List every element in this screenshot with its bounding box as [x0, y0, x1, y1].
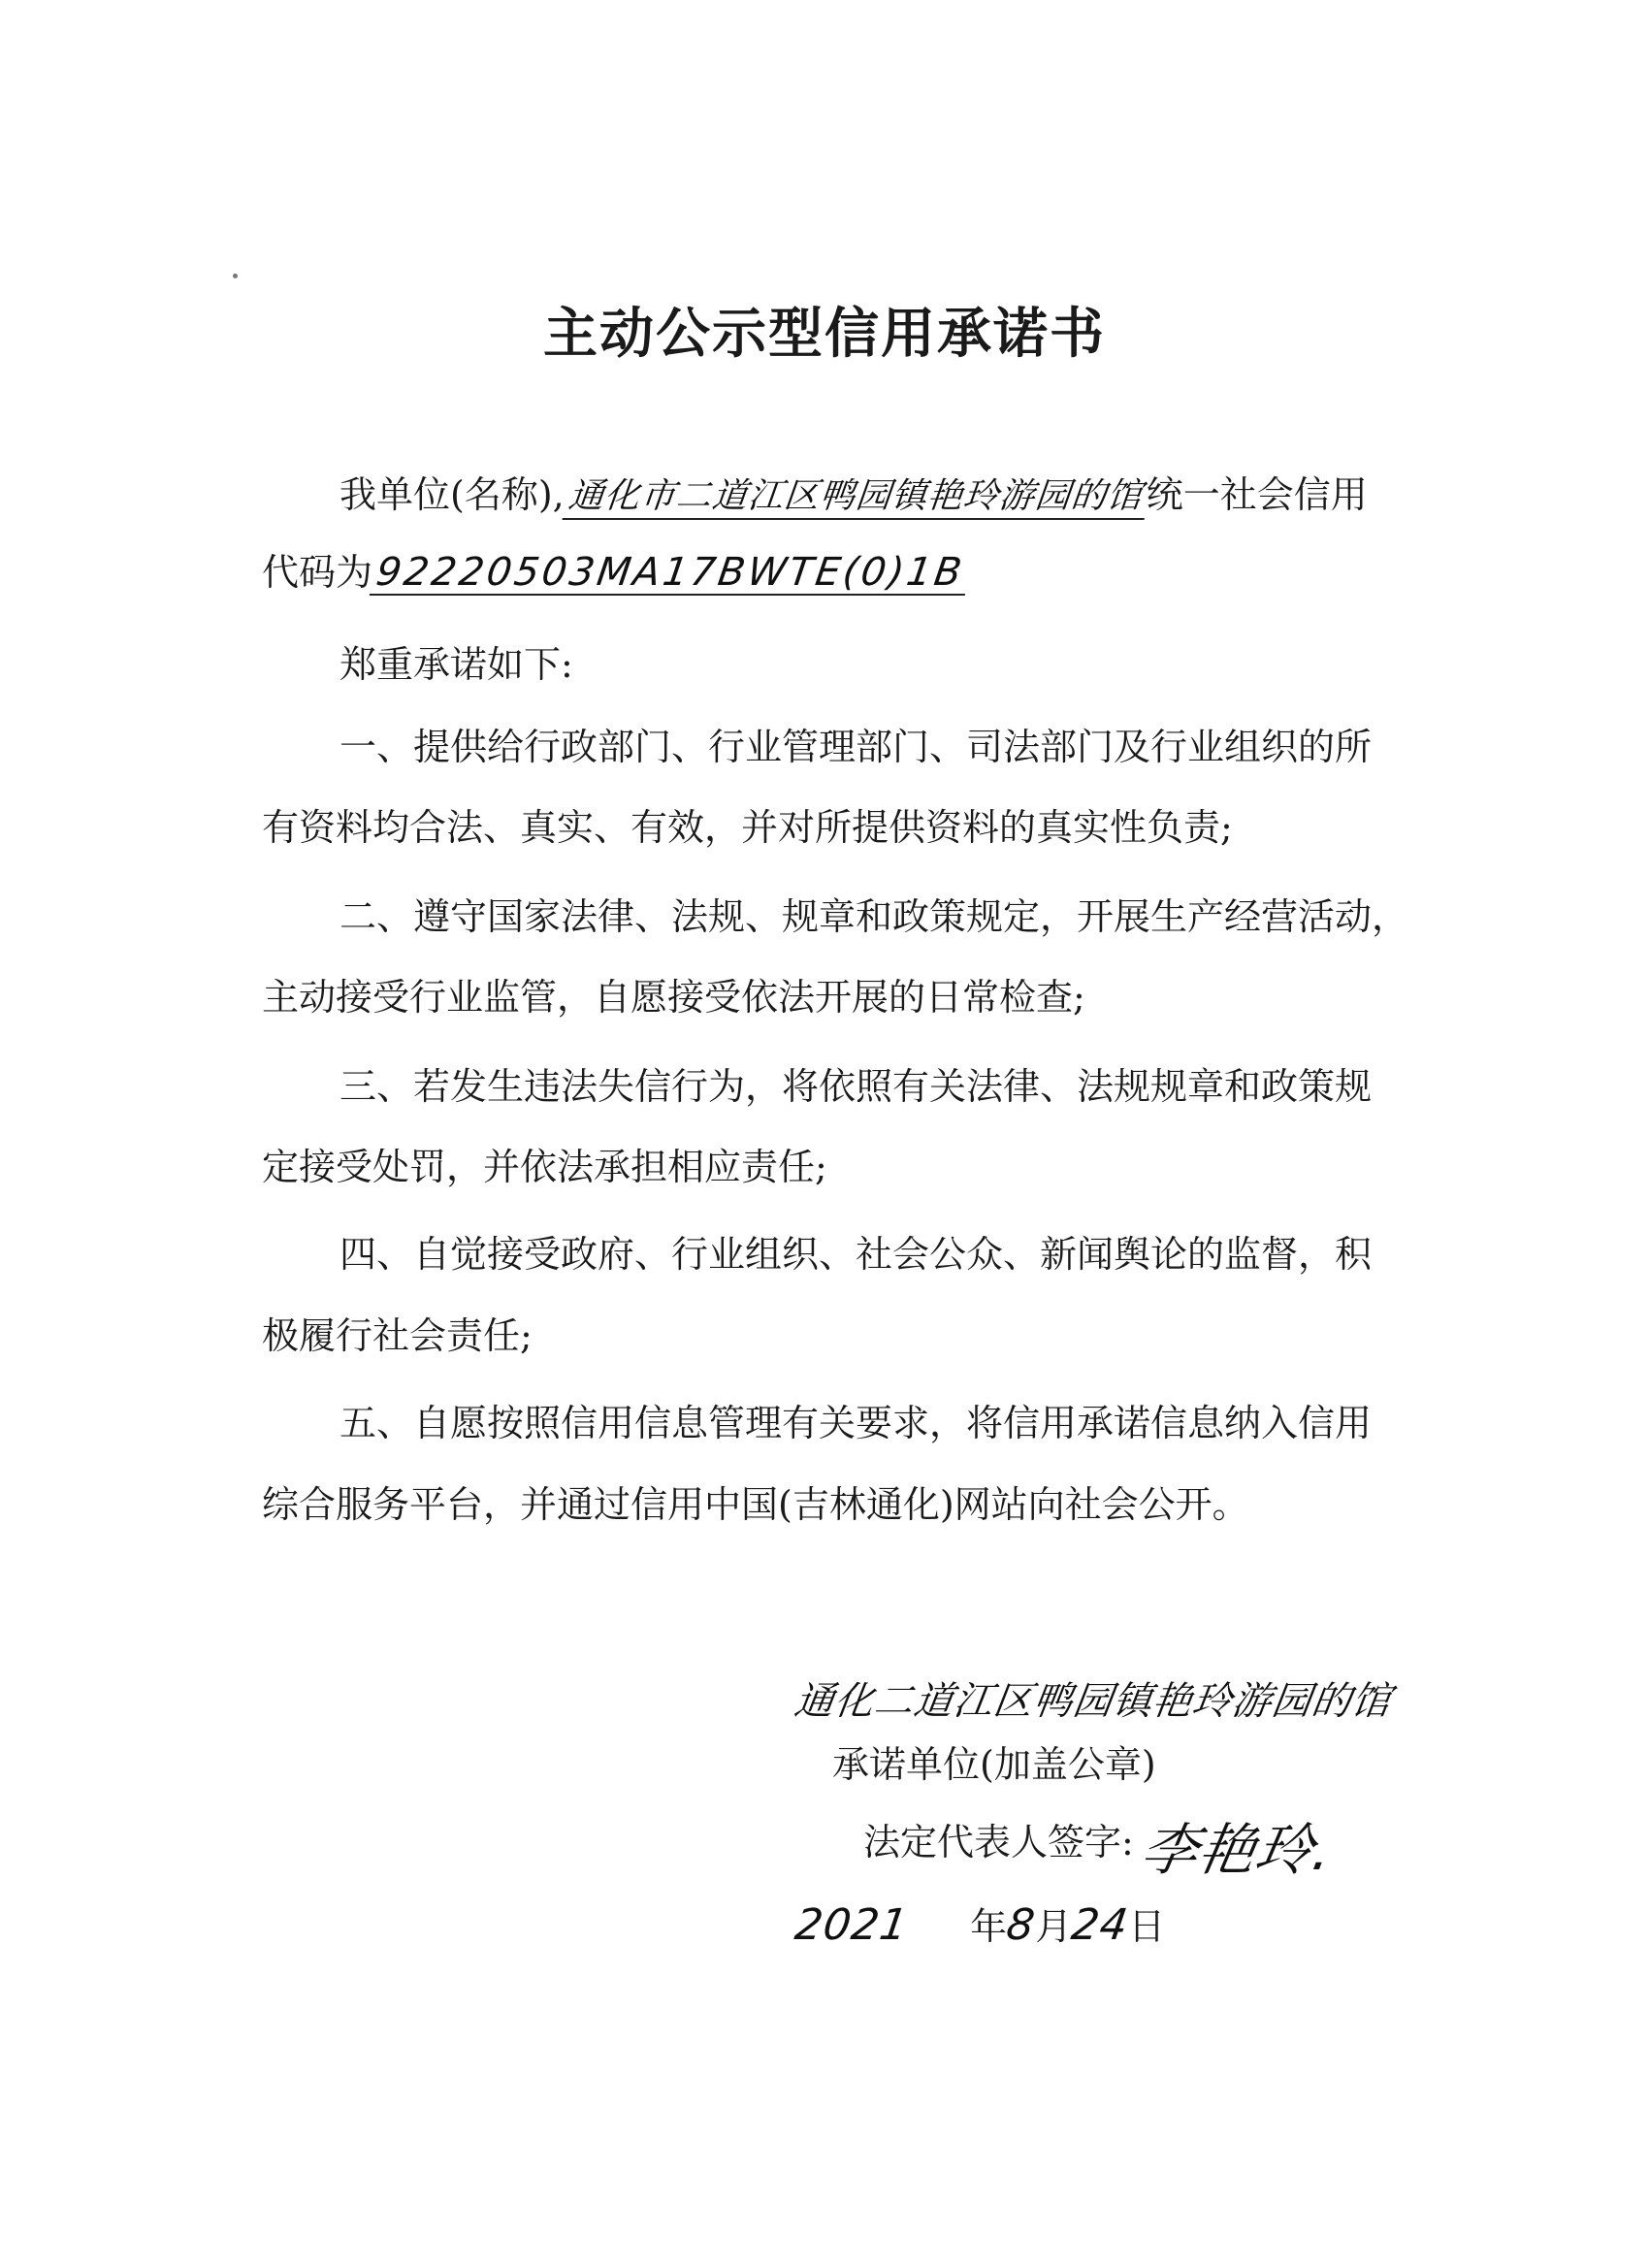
unit-name-handwritten: 通化市二道江区鸭园镇艳玲游园的馆 — [562, 475, 1148, 520]
date-day: 24 — [1068, 1900, 1132, 1950]
item-3-line-1: 三、若发生违法失信行为，将依照有关法律、法规规章和政策规 — [340, 1065, 1373, 1108]
intro-line — [340, 470, 1387, 520]
item-4-line-1: 四、自觉接受政府、行业组织、社会公众、新闻舆论的监督，积 — [340, 1233, 1373, 1276]
item-3-line-2: 定接受处罚，并依法承担相应责任; — [262, 1146, 827, 1188]
item-1-line-2: 有资料均合法、真实、有效，并对所提供资料的真实性负责; — [262, 806, 1233, 849]
date-year-unit: 年 — [970, 1905, 1008, 1948]
date-year: 2021 — [792, 1900, 912, 1950]
item-2-line-1: 二、遵守国家法律、法规、规章和政策规定，开展生产经营活动， — [340, 895, 1409, 938]
date-month: 8 — [1003, 1900, 1039, 1950]
legal-rep-label: 法定代表人签字: — [863, 1821, 1134, 1863]
intro-prefix: 我单位(名称), — [340, 473, 565, 516]
intro-suffix: 统一社会信用 — [1146, 473, 1368, 516]
item-4-line-2: 极履行社会责任; — [262, 1314, 533, 1357]
item-1-line-1: 一、提供给行政部门、行业管理部门、司法部门及行业组织的所 — [340, 726, 1373, 768]
date-month-unit: 月 — [1035, 1905, 1073, 1948]
item-5-line-2: 综合服务平台，并通过信用中国(吉林通化)网站向社会公开。 — [262, 1483, 1249, 1526]
declaration: 郑重承诺如下: — [340, 643, 573, 686]
scan-speck — [233, 274, 238, 278]
item-2-line-2: 主动接受行业监管，自愿接受依法开展的日常检查; — [262, 976, 1085, 1019]
legal-rep-signature: 李艳玲. — [1136, 1817, 1339, 1883]
document-title: 主动公示型信用承诺书 — [543, 303, 1106, 366]
stamp-label: 承诺单位(加盖公章) — [832, 1743, 1156, 1786]
code-prefix: 代码为 — [262, 551, 373, 594]
credit-code-handwritten: 92220503MA17BWTE(0)1B — [370, 551, 971, 596]
code-line — [262, 548, 1387, 597]
signature-unit-handwritten: 通化二道江区鸭园镇艳玲游园的馆 — [792, 1679, 1395, 1724]
item-5-line-1: 五、自愿按照信用信息管理有关要求，将信用承诺信息纳入信用 — [340, 1402, 1373, 1444]
date-day-unit: 日 — [1128, 1905, 1166, 1948]
date-line — [792, 1896, 1166, 1950]
